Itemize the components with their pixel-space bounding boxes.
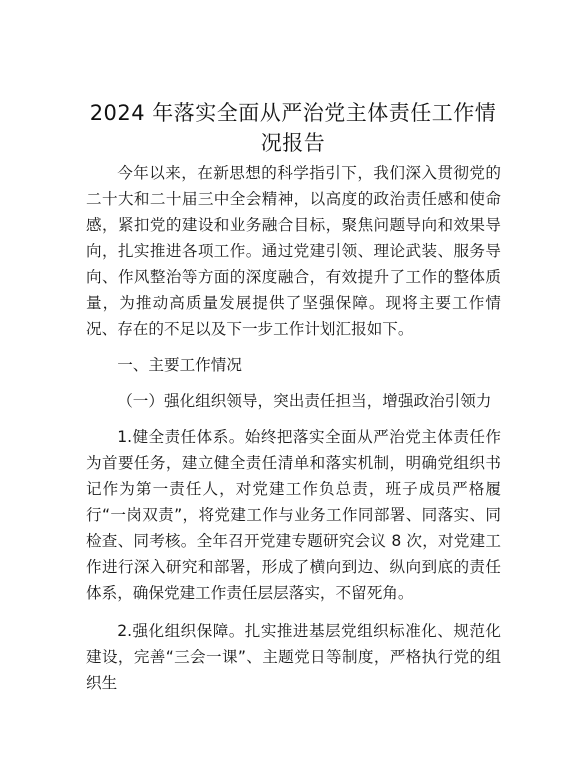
item-paragraph-2: 2.强化组织保障。扎实推进基层党组织标准化、规范化建设，完善“三会一课”、主题党日等制度，严格执行党的组织生 (86, 622, 501, 692)
document-body (86, 160, 501, 696)
subsection-heading: （一）强化组织领导，突出责任担当，增强政治引领力 (117, 392, 492, 410)
intro-paragraph: 今年以来，在新思想的科学指引下，我们深入贯彻党的二十大和二十届三中全会精神，以高度的政治责任感和使命感，紧扣党的建设和业务融合目标，聚焦问题导向和效果导向，扎实推进各项工作。通过党建引领、理论武装、服务导向、作风整治等方面的深度融合，有效提升了工作的整体质量，为推动高质量发展提供了坚强保障。现将主要工作情况、存在的不足以及下一步工作计划汇报如下。 (86, 164, 501, 338)
section-heading: 一、主要工作情况 (117, 356, 242, 374)
item-paragraph-1: 1.健全责任体系。始终把落实全面从严治党主体责任作为首要任务，建立健全责任清单和落实机制，明确党组织书记作为第一责任人，对党建工作负总责，班子成员严格履行“一岗双责”，将党建工作与业务工作同部署、同落实、同检查、同考核。全年召开党建专题研究会议 8 次，对党建工作进行深入研究和部署，形成了横向到边、纵向到底的责任体系，确保党建工作责任层层落实，不留死角。 (86, 428, 501, 602)
document-title: 2024 年落实全面从严治党主体责任工作情况报告 (89, 101, 497, 155)
